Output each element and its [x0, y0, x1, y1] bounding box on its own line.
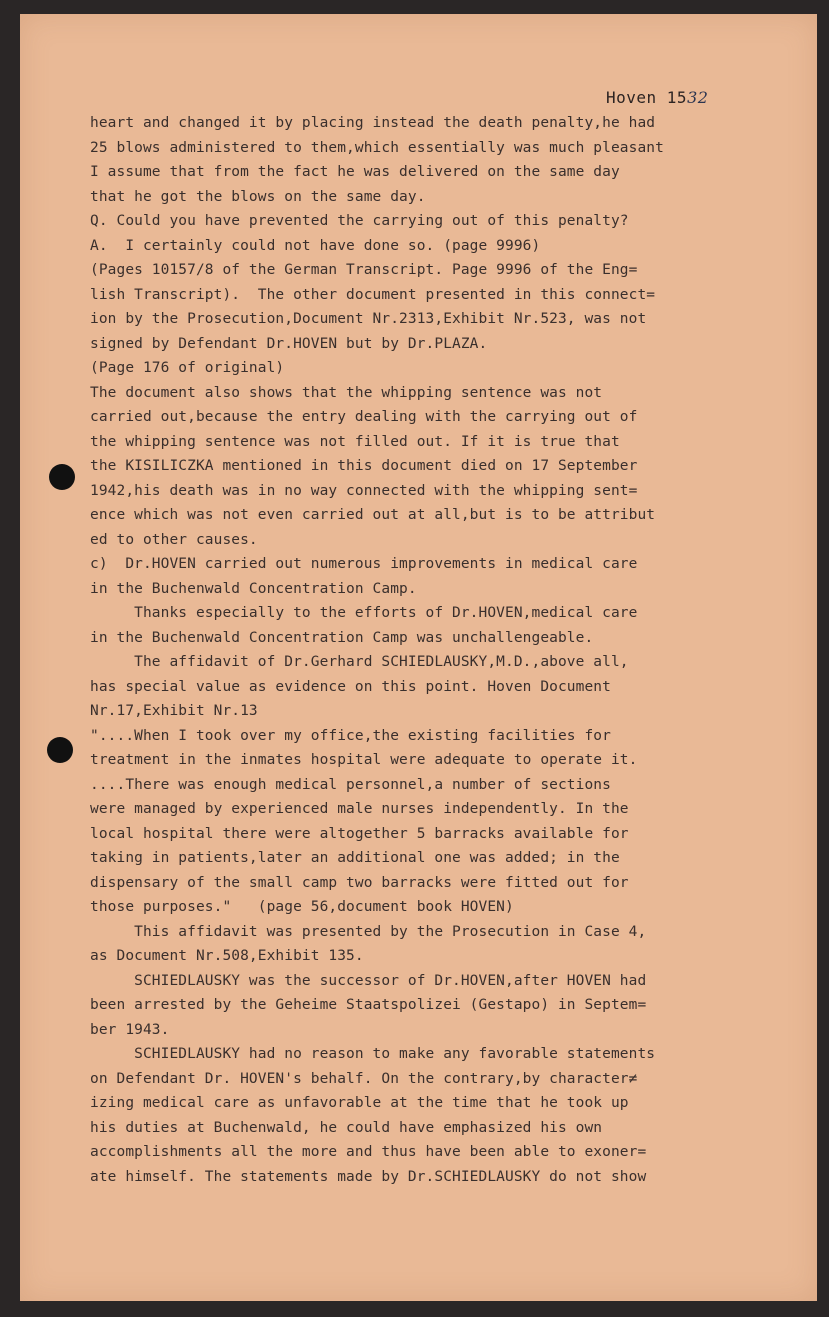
text-line: (Page 176 of original): [90, 360, 285, 376]
text-line: been arrested by the Geheime Staatspolizei (Gestapo) in Septem=: [90, 997, 647, 1013]
text-line: "....When I took over my office,the existing facilities for: [90, 727, 611, 744]
page-number-typed: Hoven 15: [606, 88, 688, 107]
text-line: taking in patients,later an additional one was added; in the: [90, 850, 620, 866]
text-line: the whipping sentence was not filled out. If it is true that: [90, 433, 620, 450]
punch-hole: [49, 464, 75, 490]
text-line: 25 blows administered to them,which essentially was much pleasant: [90, 139, 664, 156]
text-line: SCHIEDLAUSKY was the successor of Dr.HOVEN,after HOVEN had: [90, 972, 647, 989]
text-line: ence which was not even carried out at all,but is to be attribut: [90, 507, 656, 523]
text-line: heart and changed it by placing instead the death penalty,he had: [90, 115, 656, 131]
text-line: on Defendant Dr. HOVEN's behalf. On the contrary,by character≠: [90, 1070, 638, 1087]
text-line: Q. Could you have prevented the carrying out of this penalty?: [90, 213, 629, 229]
text-line: The document also shows that the whipping sentence was not: [90, 384, 603, 401]
text-line: local hospital there were altogether 5 barracks available for: [90, 825, 629, 842]
text-line: in the Buchenwald Concentration Camp.: [90, 580, 417, 597]
punch-hole: [47, 737, 73, 763]
text-line: Thanks especially to the efforts of Dr.HOVEN,medical care: [90, 605, 638, 621]
text-line: izing medical care as unfavorable at the time that he took up: [90, 1095, 629, 1111]
page-number-handwritten: 32: [687, 88, 709, 107]
text-line: his duties at Buchenwald, he could have emphasized his own: [90, 1119, 603, 1136]
text-line: the KISILICZKA mentioned in this document died on 17 September: [90, 458, 638, 474]
text-line: The affidavit of Dr.Gerhard SCHIEDLAUSKY,M.D.,above all,: [90, 654, 629, 670]
text-line: A. I certainly could not have done so. (page 9996): [90, 237, 541, 254]
text-line: ion by the Prosecution,Document Nr.2313,Exhibit Nr.523, was not: [90, 311, 647, 327]
text-line: in the Buchenwald Concentration Camp was unchallengeable.: [90, 629, 594, 646]
text-line: those purposes." (page 56,document book HOVEN): [90, 899, 514, 915]
text-line: as Document Nr.508,Exhibit 135.: [90, 948, 364, 964]
text-line: (Pages 10157/8 of the German Transcript. Page 9996 of the Eng=: [90, 262, 638, 278]
text-line: were managed by experienced male nurses independently. In the: [90, 801, 629, 817]
text-line: has special value as evidence on this point. Hoven Document: [90, 678, 611, 695]
text-line: dispensary of the small camp two barracks were fitted out for: [90, 874, 629, 891]
text-line: ber 1943.: [90, 1021, 170, 1038]
text-line: ....There was enough medical personnel,a number of sections: [90, 776, 611, 793]
text-line: that he got the blows on the same day.: [90, 188, 426, 205]
document-body: [90, 111, 780, 1189]
text-line: Nr.17,Exhibit Nr.13: [90, 703, 258, 719]
text-line: ed to other causes.: [90, 531, 258, 548]
text-line: accomplishments all the more and thus have been able to exoner=: [90, 1144, 647, 1160]
text-line: ate himself. The statements made by Dr.SCHIEDLAUSKY do not show: [90, 1168, 647, 1185]
text-line: treatment in the inmates hospital were adequate to operate it.: [90, 752, 638, 768]
page-header: [606, 88, 708, 107]
text-line: c) Dr.HOVEN carried out numerous improvements in medical care: [90, 556, 638, 572]
text-line: 1942,his death was in no way connected with the whipping sent=: [90, 482, 638, 499]
text-line: lish Transcript). The other document presented in this connect=: [90, 286, 656, 303]
text-line: This affidavit was presented by the Prosecution in Case 4,: [90, 923, 647, 940]
text-line: I assume that from the fact he was delivered on the same day: [90, 164, 620, 180]
text-line: carried out,because the entry dealing with the carrying out of: [90, 409, 638, 425]
text-line: signed by Defendant Dr.HOVEN but by Dr.PLAZA.: [90, 335, 488, 352]
text-line: SCHIEDLAUSKY had no reason to make any favorable statements: [90, 1046, 656, 1062]
